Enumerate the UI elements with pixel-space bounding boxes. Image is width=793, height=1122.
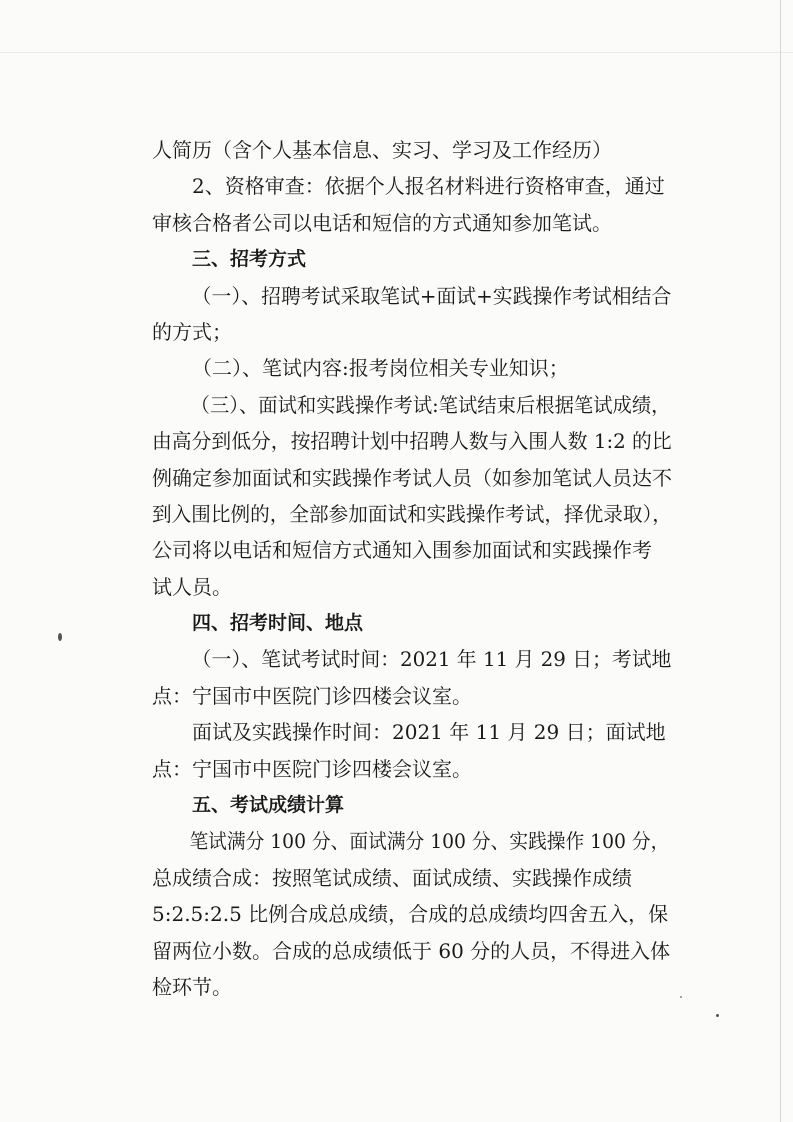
scan-edge-top — [0, 52, 793, 53]
paragraph-line: 留两位小数。合成的总成绩低于 60 分的人员，不得进入体 — [152, 938, 671, 963]
paragraph-line: （一）、笔试考试时间：2021 年 11 月 29 日；考试地 — [191, 647, 672, 672]
section-heading: 四、招考时间、地点 — [192, 612, 364, 635]
scan-speck — [680, 996, 682, 998]
scan-edge-right — [780, 0, 781, 1122]
paragraph-line: 由高分到低分，按招聘计划中招聘人数与入围人数 1:2 的比 — [152, 429, 672, 454]
paragraph-line: 检环节。 — [152, 974, 232, 999]
paragraph-line: 公司将以电话和短信方式通知入围参加面试和实践操作考 — [152, 538, 652, 563]
paragraph-line: （一）、招聘考试采取笔试+面试+实践操作考试相结合 — [191, 283, 672, 308]
paragraph-line: （三）、面试和实践操作考试:笔试结束后根据笔试成绩， — [190, 392, 671, 417]
paragraph-line: 的方式； — [152, 319, 232, 344]
section-heading: 三、招考方式 — [192, 248, 307, 271]
paragraph-line: 2、资格审查：依据个人报名材料进行资格审查，通过 — [192, 174, 665, 199]
paragraph-line: 审核合格者公司以电话和短信的方式通知参加笔试。 — [152, 210, 612, 235]
paragraph-line: 5:2.5:2.5 比例合成总成绩，合成的总成绩均四舍五入，保 — [152, 902, 669, 927]
scan-speck — [716, 1014, 719, 1017]
paragraph-line: 点：宁国市中医院门诊四楼会议室。 — [152, 683, 472, 708]
paragraph-line: 笔试满分 100 分、面试满分 100 分、实践操作 100 分， — [189, 829, 670, 854]
section-heading: 五、考试成绩计算 — [192, 794, 345, 817]
paragraph-line: 例确定参加面试和实践操作考试人员（如参加笔试人员达不 — [152, 465, 672, 490]
paragraph-line: 点：宁国市中医院门诊四楼会议室。 — [152, 756, 472, 781]
paragraph-line: 试人员。 — [152, 574, 232, 599]
document-body — [152, 132, 672, 1005]
paragraph-line: 面试及实践操作时间：2021 年 11 月 29 日；面试地 — [192, 720, 666, 745]
paragraph-line: 人简历（含个人基本信息、实习、学习及工作经历） — [152, 138, 612, 162]
paragraph-line: 总成绩合成：按照笔试成绩、面试成绩、实践操作成绩 — [152, 865, 632, 890]
scan-speck — [58, 633, 62, 641]
paragraph-line: 到入围比例的，全部参加面试和实践操作考试，择优录取）， — [152, 501, 672, 526]
paragraph-line: （二）、笔试内容:报考岗位相关专业知识； — [192, 356, 569, 381]
